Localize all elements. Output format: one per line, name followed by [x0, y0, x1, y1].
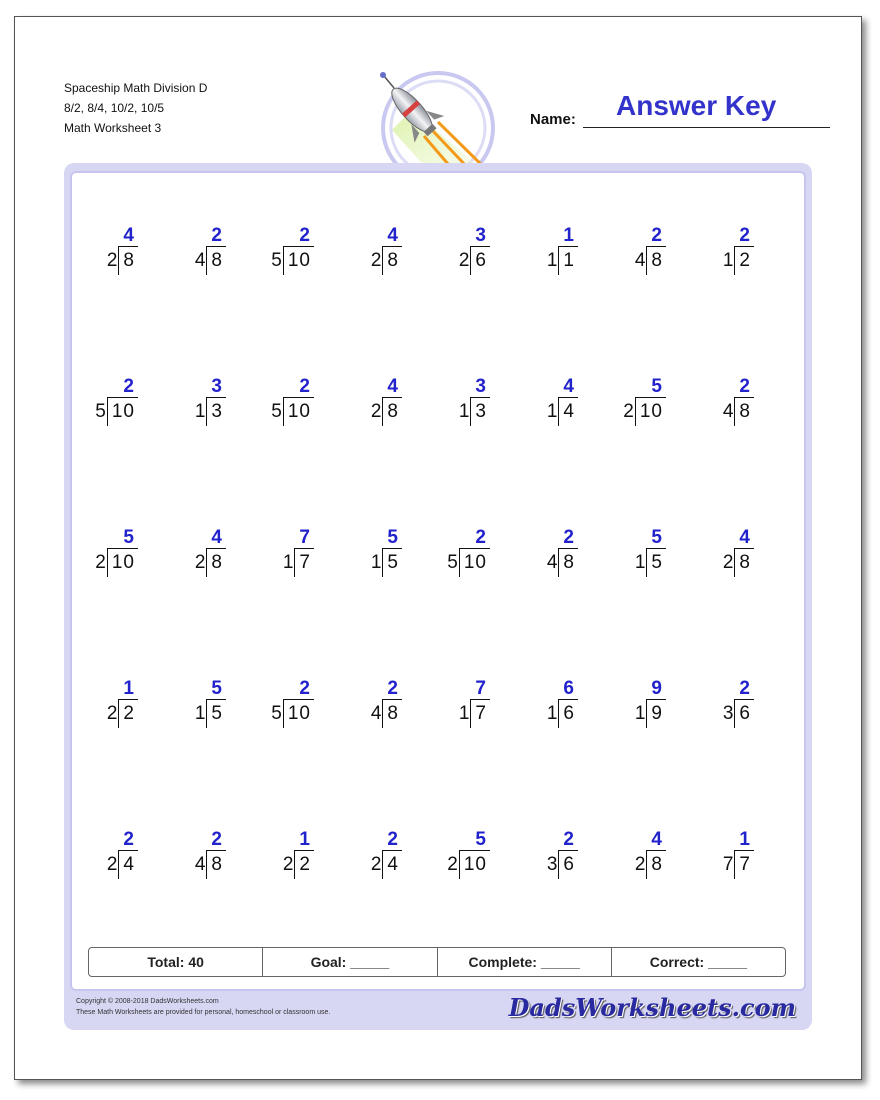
division-problem [222, 678, 314, 744]
division-problem [222, 527, 314, 593]
dividend: 7 [470, 699, 490, 728]
dividend: 8 [382, 246, 402, 275]
dividend: 10 [459, 850, 490, 879]
divisor: 2 [623, 401, 634, 422]
division-problem [662, 376, 754, 442]
divisor: 5 [447, 552, 458, 573]
dividend: 8 [206, 850, 226, 879]
dividend: 4 [118, 850, 138, 879]
quotient-answer: 3 [211, 376, 222, 397]
quotient-answer: 2 [739, 678, 750, 699]
quotient-answer: 4 [387, 225, 398, 246]
division-problem [486, 376, 578, 442]
quotient-answer: 2 [739, 376, 750, 397]
dividend: 3 [470, 397, 490, 426]
dividend: 5 [382, 548, 402, 577]
divisor: 5 [271, 250, 282, 271]
dividend: 6 [558, 850, 578, 879]
total-cell: Total: 40 [89, 948, 263, 976]
name-field [530, 90, 830, 128]
division-problem [310, 678, 402, 744]
divisor: 1 [722, 250, 734, 271]
divisor: 2 [106, 250, 118, 271]
problem-area [70, 171, 806, 991]
dividend: 10 [283, 246, 314, 275]
problem-frame [64, 163, 812, 1030]
quotient-answer: 2 [123, 829, 134, 850]
complete-cell: Complete: _____ [438, 948, 612, 976]
dividend: 10 [283, 699, 314, 728]
dividend: 8 [734, 397, 754, 426]
quotient-answer: 2 [211, 829, 222, 850]
dividend: 8 [558, 548, 578, 577]
footer-text [76, 996, 330, 1018]
quotient-answer: 2 [387, 829, 398, 850]
dividend: 8 [206, 246, 226, 275]
quotient-answer: 2 [739, 225, 750, 246]
division-problem [222, 376, 314, 442]
dividend: 10 [107, 548, 138, 577]
division-problem [574, 376, 666, 442]
dividend: 4 [558, 397, 578, 426]
divisor: 4 [370, 703, 382, 724]
division-problem [574, 678, 666, 744]
dividend: 1 [558, 246, 578, 275]
quotient-answer: 5 [211, 678, 222, 699]
dividend: 10 [107, 397, 138, 426]
quotient-answer: 1 [563, 225, 574, 246]
divisor: 2 [447, 854, 458, 875]
division-problem [398, 376, 490, 442]
dividend: 2 [294, 850, 314, 879]
copyright-text: Copyright © 2008-2018 DadsWorksheets.com [76, 998, 219, 1005]
division-problem [574, 829, 666, 895]
answer-key-label: Answer Key [616, 90, 777, 121]
worksheet-number: Math Worksheet 3 [64, 121, 162, 135]
quotient-answer: 1 [123, 678, 134, 699]
quotient-answer: 4 [387, 376, 398, 397]
dividend: 7 [734, 850, 754, 879]
division-problem [310, 376, 402, 442]
dividend: 10 [459, 548, 490, 577]
division-problem [46, 527, 138, 593]
quotient-answer: 2 [387, 678, 398, 699]
divisor: 4 [194, 250, 206, 271]
problem-grid [72, 173, 804, 989]
divisor: 7 [722, 854, 734, 875]
division-problem [662, 527, 754, 593]
score-bar [88, 947, 786, 977]
quotient-answer: 2 [299, 376, 310, 397]
divisor: 5 [95, 401, 106, 422]
divisor: 1 [546, 401, 558, 422]
dividend: 8 [646, 246, 666, 275]
usage-notice: These Math Worksheets are provided for personal, homeschool or classroom use. [76, 1009, 331, 1016]
division-problem [134, 376, 226, 442]
divisor: 1 [546, 250, 558, 271]
dividend: 10 [283, 397, 314, 426]
divisor: 4 [634, 250, 646, 271]
divisor: 2 [634, 854, 646, 875]
quotient-answer: 3 [475, 376, 486, 397]
divisor: 2 [106, 703, 118, 724]
divisor: 4 [194, 854, 206, 875]
division-problem [662, 829, 754, 895]
division-problem [46, 376, 138, 442]
dividend: 3 [206, 397, 226, 426]
dividend: 2 [118, 699, 138, 728]
correct-cell: Correct: _____ [649, 954, 748, 970]
divisor: 1 [370, 552, 382, 573]
division-problem [486, 678, 578, 744]
division-problem [574, 527, 666, 593]
divisor: 1 [458, 703, 470, 724]
dividend: 8 [206, 548, 226, 577]
division-problem [310, 527, 402, 593]
quotient-answer: 2 [563, 829, 574, 850]
division-problem [398, 829, 490, 895]
division-problem [574, 225, 666, 291]
dividend: 8 [382, 397, 402, 426]
dividend: 8 [646, 850, 666, 879]
divisor: 2 [370, 250, 382, 271]
worksheet-title-block [64, 78, 207, 138]
divisor: 2 [194, 552, 206, 573]
divisor: 1 [634, 703, 646, 724]
quotient-answer: 4 [739, 527, 750, 548]
quotient-answer: 4 [123, 225, 134, 246]
quotient-answer: 4 [563, 376, 574, 397]
dividend: 6 [734, 699, 754, 728]
division-problem [310, 829, 402, 895]
divisor: 4 [722, 401, 734, 422]
quotient-answer: 4 [651, 829, 662, 850]
worksheet-subtitle: 8/2, 8/4, 10/2, 10/5 [64, 101, 165, 115]
quotient-answer: 2 [475, 527, 486, 548]
division-problem [486, 829, 578, 895]
divisor: 1 [282, 552, 294, 573]
quotient-answer: 5 [651, 376, 662, 397]
quotient-answer: 5 [475, 829, 486, 850]
divisor: 2 [370, 854, 382, 875]
division-problem [46, 678, 138, 744]
dividend: 5 [646, 548, 666, 577]
quotient-answer: 2 [651, 225, 662, 246]
divisor: 5 [271, 401, 282, 422]
divisor: 2 [458, 250, 470, 271]
division-problem [134, 225, 226, 291]
divisor: 1 [546, 703, 558, 724]
division-problem [310, 225, 402, 291]
goal-cell: Goal: _____ [263, 948, 437, 976]
quotient-answer: 5 [387, 527, 398, 548]
divisor: 1 [634, 552, 646, 573]
dividend: 7 [294, 548, 314, 577]
quotient-answer: 2 [211, 225, 222, 246]
quotient-answer: 7 [299, 527, 310, 548]
quotient-answer: 2 [563, 527, 574, 548]
dividend: 4 [382, 850, 402, 879]
divisor: 3 [546, 854, 558, 875]
divisor: 4 [546, 552, 558, 573]
divisor: 2 [370, 401, 382, 422]
dividend: 8 [382, 699, 402, 728]
divisor: 1 [458, 401, 470, 422]
division-problem [662, 225, 754, 291]
division-problem [46, 225, 138, 291]
quotient-answer: 6 [563, 678, 574, 699]
dividend: 6 [558, 699, 578, 728]
division-problem [398, 678, 490, 744]
name-label: Name: [530, 111, 576, 128]
division-problem [398, 225, 490, 291]
divisor: 2 [722, 552, 734, 573]
quotient-answer: 2 [123, 376, 134, 397]
divisor: 2 [282, 854, 294, 875]
dividend: 5 [206, 699, 226, 728]
quotient-answer: 4 [211, 527, 222, 548]
dadsworksheets-logo: DadsWorksheets.com [508, 993, 796, 1022]
divisor: 2 [95, 552, 106, 573]
division-problem [662, 678, 754, 744]
divisor: 2 [106, 854, 118, 875]
division-problem [46, 829, 138, 895]
quotient-answer: 3 [475, 225, 486, 246]
dividend: 2 [734, 246, 754, 275]
quotient-answer: 7 [475, 678, 486, 699]
dividend: 10 [635, 397, 666, 426]
worksheet-title: Spaceship Math Division D [64, 81, 208, 95]
division-problem [398, 527, 490, 593]
quotient-answer: 2 [299, 225, 310, 246]
division-problem [134, 829, 226, 895]
division-problem [486, 527, 578, 593]
name-underline [583, 127, 830, 128]
divisor: 3 [722, 703, 734, 724]
dividend: 8 [734, 548, 754, 577]
division-problem [134, 678, 226, 744]
divisor: 1 [194, 401, 206, 422]
quotient-answer: 1 [299, 829, 310, 850]
quotient-answer: 5 [651, 527, 662, 548]
dividend: 9 [646, 699, 666, 728]
dividend: 8 [118, 246, 138, 275]
division-problem [222, 225, 314, 291]
division-problem [486, 225, 578, 291]
dividend: 6 [470, 246, 490, 275]
divisor: 5 [271, 703, 282, 724]
division-problem [222, 829, 314, 895]
quotient-answer: 9 [651, 678, 662, 699]
quotient-answer: 1 [739, 829, 750, 850]
quotient-answer: 5 [123, 527, 134, 548]
divisor: 1 [194, 703, 206, 724]
quotient-answer: 2 [299, 678, 310, 699]
division-problem [134, 527, 226, 593]
